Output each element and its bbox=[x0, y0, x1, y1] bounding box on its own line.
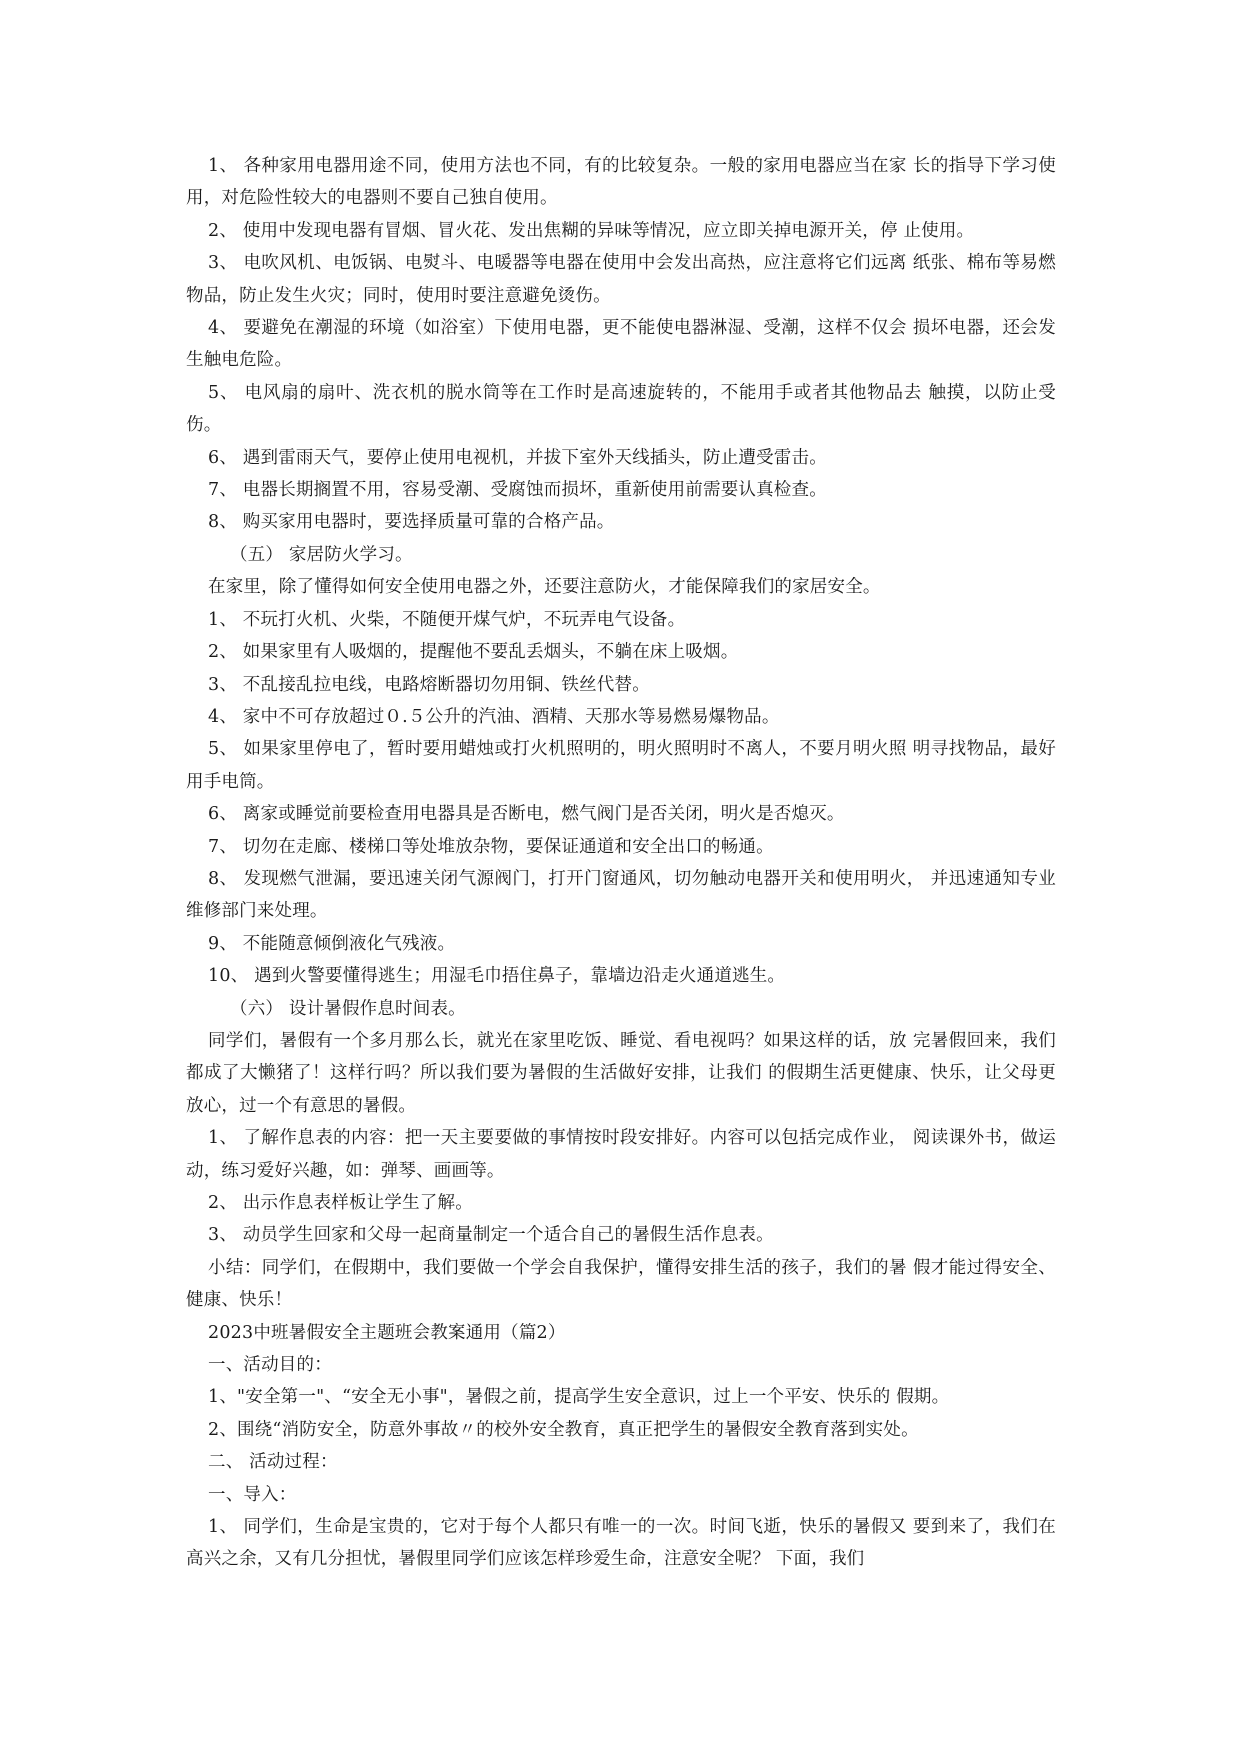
paragraph: 2、 如果家里有人吸烟的，提醒他不要乱丢烟头，不躺在床上吸烟。 bbox=[208, 642, 739, 663]
paragraph: 3、 不乱接乱拉电线，电路熔断器切勿用铜、铁丝代替。 bbox=[208, 674, 650, 695]
paragraph: 6、 离家或睡觉前要检查用电器具是否断电，燃气阀门是否关闭，明火是否熄灭。 bbox=[208, 804, 845, 825]
paragraph: 二、 活动过程： bbox=[208, 1452, 338, 1473]
paragraph: 7、 电器长期搁置不用，容易受潮、受腐蚀而损坏，重新使用前需要认真检查。 bbox=[208, 480, 827, 501]
paragraph: 5、 如果家里停电了，暂时要用蜡烛或打火机照明的，明火照明时不离人，不要月明火照 明寻找物品，最好用手电筒。 bbox=[186, 739, 1056, 792]
paragraph: 同学们，暑假有一个多月那么长，就光在家里吃饭、睡觉、看电视吗？如果这样的话，放 完暑假回来，我们都成了大懒猪了！这样行吗？所以我们要为暑假的生活做好安排，让我们 的假期生活更健康、快乐，让父母更放心，过一个有意思的暑假。 bbox=[186, 1030, 1056, 1116]
paragraph: 1、 了解作息表的内容：把一天主要要做的事情按时段安排好。内容可以包括完成作业， 阅读课外书，做运动，练习爱好兴趣，如：弹琴、画画等。 bbox=[186, 1128, 1056, 1181]
paragraph: 1、"安全第一"、“安全无小事"，暑假之前，提高学生安全意识，过上一个平安、快乐的 假期。 bbox=[208, 1387, 950, 1408]
paragraph: 9、 不能随意倾倒液化气残液。 bbox=[208, 933, 456, 954]
paragraph: 3、 电吹风机、电饭锅、电熨斗、电暖器等电器在使用中会发出高热，应注意将它们远离 纸张、棉布等易燃物品，防止发生火灾；同时，使用时要注意避免烫伤。 bbox=[186, 253, 1056, 306]
paragraph: 小结：同学们，在假期中，我们要做一个学会自我保护，懂得安排生活的孩子，我们的暑 假才能过得安全、健康、快乐！ bbox=[186, 1257, 1056, 1311]
paragraph: 一、导入： bbox=[208, 1484, 297, 1505]
paragraph: 2、 出示作息表样板让学生了解。 bbox=[208, 1193, 473, 1213]
paragraph: 8、 购买家用电器时，要选择质量可靠的合格产品。 bbox=[208, 512, 615, 533]
paragraph: 2、 使用中发现电器有冒烟、冒火花、发出焦糊的异味等情况，应立即关掉电源开关，停 止使用。 bbox=[208, 220, 975, 241]
paragraph: 一、活动目的： bbox=[208, 1355, 332, 1376]
paragraph: 4、 要避免在潮湿的环境（如浴室）下使用电器，更不能使电器淋湿、受潮，这样不仅会 损坏电器，还会发生触电危险。 bbox=[186, 318, 1056, 371]
paragraph: 8、 发现燃气泄漏，要迅速关闭气源阀门，打开门窗通风，切勿触动电器开关和使用明火， 并迅速通知专业维修部门来处理。 bbox=[186, 868, 1056, 922]
document-section-title: 2023中班暑假安全主题班会教案通用（篇2） bbox=[208, 1322, 566, 1343]
paragraph: 在家里，除了懂得如何安全使用电器之外，还要注意防火，才能保障我们的家居安全。 bbox=[208, 577, 881, 598]
paragraph: 5、 电风扇的扇叶、洗衣机的脱水筒等在工作时是高速旋转的，不能用手或者其他物品去 触摸，以防止受伤。 bbox=[186, 382, 1056, 436]
paragraph: 10、 遇到火警要懂得逃生；用湿毛巾捂住鼻子，靠墙边沿走火通道逃生。 bbox=[208, 966, 786, 987]
document-body bbox=[186, 150, 1056, 1576]
paragraph: 1、 不玩打火机、火柴，不随便开煤气炉，不玩弄电气设备。 bbox=[208, 609, 686, 630]
section-heading: （六） 设计暑假作息时间表。 bbox=[230, 998, 466, 1019]
paragraph: 1、 各种家用电器用途不同，使用方法也不同，有的比较复杂。一般的家用电器应当在家 长的指导下学习使用，对危险性较大的电器则不要自己独自使用。 bbox=[186, 156, 1056, 209]
paragraph: 7、 切勿在走廊、楼梯口等处堆放杂物，要保证通道和安全出口的畅通。 bbox=[208, 836, 774, 857]
section-heading: （五） 家居防火学习。 bbox=[230, 544, 413, 565]
paragraph: 1、 同学们，生命是宝贵的，它对于每个人都只有唯一的一次。时间飞逝，快乐的暑假又 要到来了，我们在高兴之余，又有几分担忧，暑假里同学们应该怎样珍爱生命，注意安全呢？ 下面，我们 bbox=[186, 1517, 1056, 1570]
paragraph: 3、 动员学生回家和父母一起商量制定一个适合自己的暑假生活作息表。 bbox=[208, 1225, 774, 1246]
paragraph: 2、围绕“消防安全，防意外事故〃的校外安全教育，真正把学生的暑假安全教育落到实处。 bbox=[208, 1419, 919, 1440]
paragraph: 6、 遇到雷雨天气，要停止使用电视机，并拔下室外天线插头，防止遭受雷击。 bbox=[208, 447, 827, 468]
paragraph: 4、 家中不可存放超过０.５公升的汽油、酒精、天那水等易燃易爆物品。 bbox=[208, 706, 780, 727]
